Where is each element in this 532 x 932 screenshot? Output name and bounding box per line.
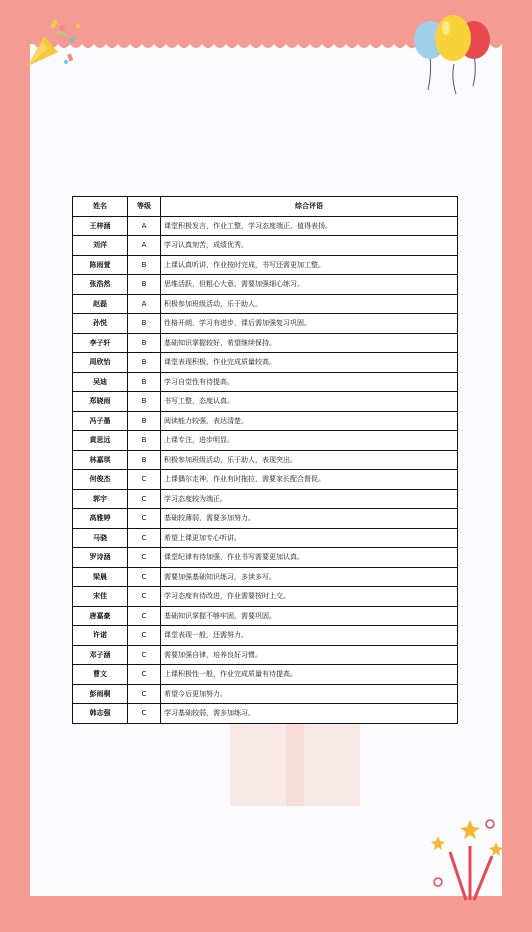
balloons-icon — [408, 12, 500, 98]
grade-cell: C — [128, 606, 161, 626]
table-row — [73, 548, 458, 568]
grade-cell: C — [128, 587, 161, 607]
table-row — [73, 587, 458, 607]
student-name-cell: 孙悦 — [73, 314, 128, 334]
table-row — [73, 567, 458, 587]
review-cell: 需要加强自律，培养良好习惯。 — [161, 645, 458, 665]
review-cell: 希望上课更加专心听讲。 — [161, 528, 458, 548]
grade-cell: C — [128, 509, 161, 529]
column-header-review: 综合评语 — [161, 197, 458, 217]
grade-cell: A — [128, 216, 161, 236]
confetti-popper-icon — [22, 14, 86, 74]
grade-cell: C — [128, 626, 161, 646]
review-cell: 上课认真听讲，作业按时完成，书写还需更加工整。 — [161, 255, 458, 275]
student-name-cell: 张浩然 — [73, 275, 128, 295]
grade-cell: B — [128, 353, 161, 373]
review-cell: 上课专注，进步明显。 — [161, 431, 458, 451]
review-cell: 学习态度有待改进，作业需要按时上交。 — [161, 587, 458, 607]
grade-cell: C — [128, 548, 161, 568]
table-body — [73, 216, 458, 723]
table-row — [73, 255, 458, 275]
student-name-cell: 陈雨萱 — [73, 255, 128, 275]
table-row — [73, 684, 458, 704]
grade-cell: B — [128, 275, 161, 295]
table-row — [73, 509, 458, 529]
grade-cell: B — [128, 392, 161, 412]
review-cell: 基础知识掌握不够牢固，需要巩固。 — [161, 606, 458, 626]
table-row — [73, 216, 458, 236]
student-name-cell: 冯子墨 — [73, 411, 128, 431]
table-row — [73, 314, 458, 334]
review-cell: 学习态度较为端正。 — [161, 489, 458, 509]
grade-cell: B — [128, 314, 161, 334]
review-cell: 课堂表现一般，还需努力。 — [161, 626, 458, 646]
table-row — [73, 431, 458, 451]
table-row — [73, 626, 458, 646]
table-row — [73, 236, 458, 256]
grade-cell: A — [128, 236, 161, 256]
review-cell: 积极参加班级活动，乐于助人。 — [161, 294, 458, 314]
grade-cell: C — [128, 567, 161, 587]
student-name-cell: 彭雨桐 — [73, 684, 128, 704]
table-row — [73, 528, 458, 548]
table-row — [73, 353, 458, 373]
student-name-cell: 高雅婷 — [73, 509, 128, 529]
student-name-cell: 罗诗涵 — [73, 548, 128, 568]
table-row — [73, 372, 458, 392]
grade-cell: C — [128, 684, 161, 704]
review-cell: 学习认真刻苦，成绩优秀。 — [161, 236, 458, 256]
student-name-cell: 王梓涵 — [73, 216, 128, 236]
review-cell: 上课积极性一般，作业完成质量有待提高。 — [161, 665, 458, 685]
grade-cell: B — [128, 411, 161, 431]
student-name-cell: 曹文 — [73, 665, 128, 685]
grade-cell: B — [128, 372, 161, 392]
review-cell: 书写工整，态度认真。 — [161, 392, 458, 412]
review-cell: 基础较薄弱，需要多加努力。 — [161, 509, 458, 529]
student-name-cell: 郑晓雨 — [73, 392, 128, 412]
table-row — [73, 333, 458, 353]
student-name-cell: 许诺 — [73, 626, 128, 646]
table-row — [73, 450, 458, 470]
review-cell: 积极参加班级活动，乐于助人，表现突出。 — [161, 450, 458, 470]
grade-cell: B — [128, 450, 161, 470]
table-row — [73, 606, 458, 626]
fireworks-icon — [420, 812, 512, 902]
review-cell: 课堂积极发言，作业工整，学习态度端正，值得表扬。 — [161, 216, 458, 236]
grades-table — [72, 196, 458, 724]
table-header-row — [73, 197, 458, 217]
table-row — [73, 489, 458, 509]
student-name-cell: 马骁 — [73, 528, 128, 548]
grade-cell: A — [128, 294, 161, 314]
grade-cell: B — [128, 431, 161, 451]
review-cell: 课堂表现积极，作业完成质量较高。 — [161, 353, 458, 373]
grade-cell: B — [128, 333, 161, 353]
review-cell: 课堂纪律有待加强，作业书写需要更加认真。 — [161, 548, 458, 568]
student-name-cell: 梁晨 — [73, 567, 128, 587]
review-cell: 需要加强基础知识练习，多读多写。 — [161, 567, 458, 587]
student-name-cell: 李子轩 — [73, 333, 128, 353]
student-name-cell: 宋佳 — [73, 587, 128, 607]
table-row — [73, 704, 458, 724]
student-name-cell: 何俊杰 — [73, 470, 128, 490]
table-row — [73, 294, 458, 314]
table-row — [73, 411, 458, 431]
column-header-name: 姓名 — [73, 197, 128, 217]
table-row — [73, 275, 458, 295]
student-name-cell: 唐嘉豪 — [73, 606, 128, 626]
table-row — [73, 645, 458, 665]
grade-cell: C — [128, 489, 161, 509]
student-name-cell: 林嘉琪 — [73, 450, 128, 470]
student-name-cell: 刘洋 — [73, 236, 128, 256]
table-row — [73, 665, 458, 685]
review-cell: 基础知识掌握较好，希望继续保持。 — [161, 333, 458, 353]
student-name-cell: 韩志强 — [73, 704, 128, 724]
student-name-cell: 吴迪 — [73, 372, 128, 392]
grade-cell: C — [128, 470, 161, 490]
review-cell: 思维活跃，但粗心大意，需要加强细心练习。 — [161, 275, 458, 295]
column-header-grade: 等级 — [128, 197, 161, 217]
student-name-cell: 周欣怡 — [73, 353, 128, 373]
review-cell: 上课偶尔走神，作业有时拖拉，需要家长配合督促。 — [161, 470, 458, 490]
review-cell: 学习基础较弱，需多加练习。 — [161, 704, 458, 724]
review-cell: 阅读能力较强，表达清楚。 — [161, 411, 458, 431]
review-cell: 学习自觉性有待提高。 — [161, 372, 458, 392]
review-cell: 性格开朗，学习有进步，课后需加强复习巩固。 — [161, 314, 458, 334]
review-cell: 希望今后更加努力。 — [161, 684, 458, 704]
student-name-cell: 黄思远 — [73, 431, 128, 451]
grade-cell: B — [128, 255, 161, 275]
grade-cell: C — [128, 528, 161, 548]
grade-cell: C — [128, 665, 161, 685]
student-name-cell: 赵磊 — [73, 294, 128, 314]
table-row — [73, 470, 458, 490]
student-name-cell: 郭宇 — [73, 489, 128, 509]
table-row — [73, 392, 458, 412]
student-name-cell: 邓子涵 — [73, 645, 128, 665]
grade-cell: C — [128, 645, 161, 665]
grade-cell: C — [128, 704, 161, 724]
